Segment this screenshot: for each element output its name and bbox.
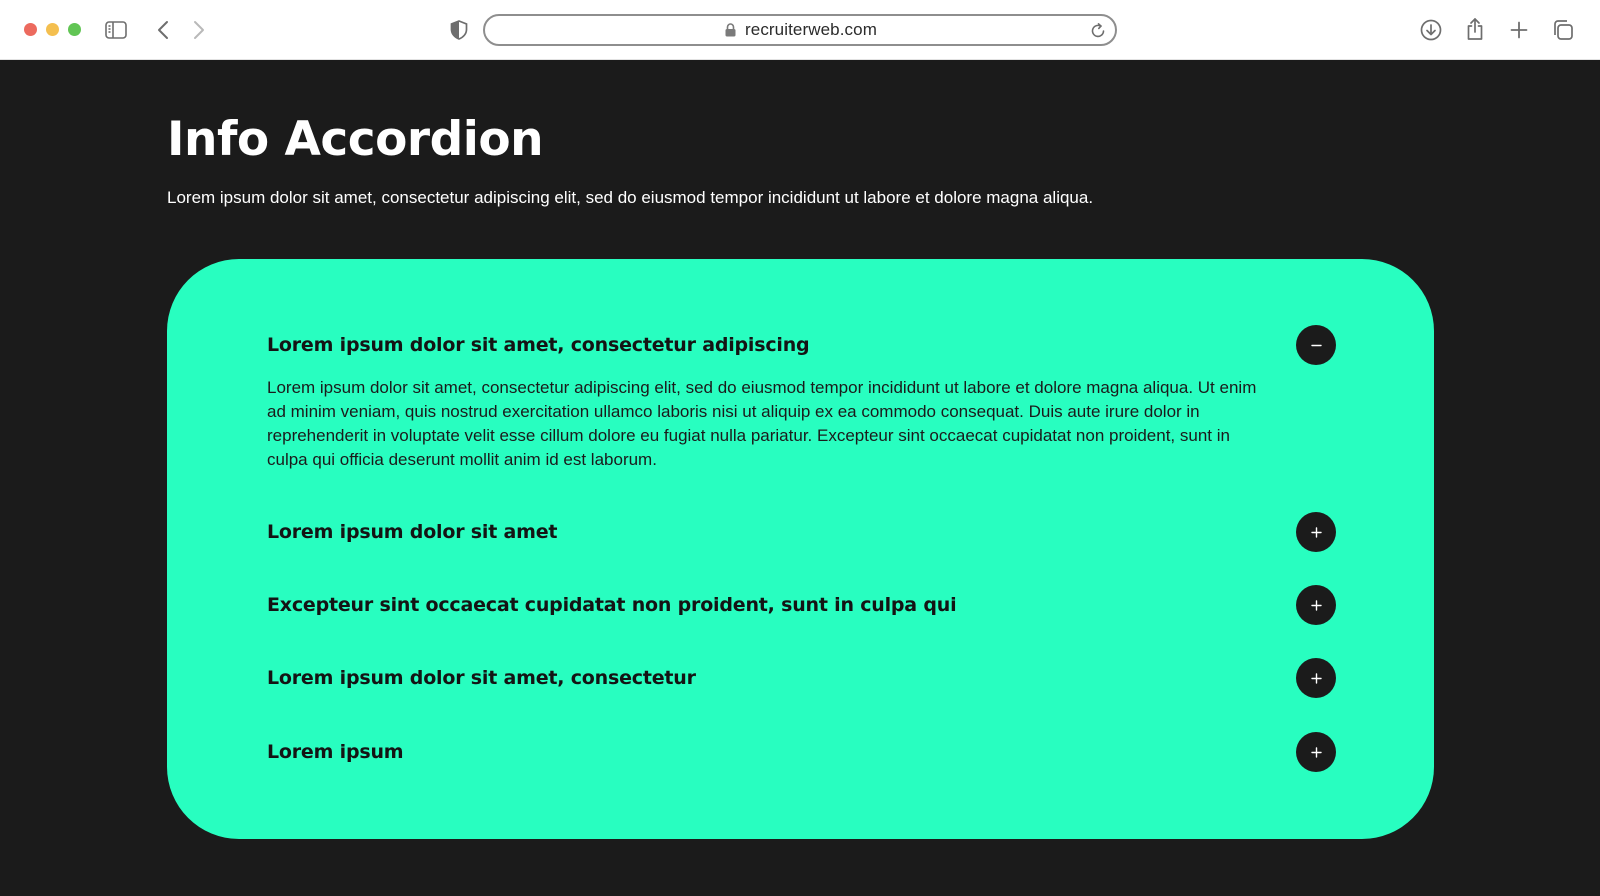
page-title: Info Accordion xyxy=(167,112,544,167)
accordion-item-3 xyxy=(267,585,1336,625)
plus-icon xyxy=(1311,747,1322,758)
accordion-header-5[interactable] xyxy=(267,732,1336,772)
accordion-item-2 xyxy=(267,512,1336,552)
plus-icon xyxy=(1311,673,1322,684)
address-bar[interactable] xyxy=(483,14,1117,46)
accordion-header-4[interactable] xyxy=(267,658,1336,698)
accordion-title-1: Lorem ipsum dolor sit amet, consectetur adipiscing xyxy=(267,334,810,356)
page-subtitle: Lorem ipsum dolor sit amet, consectetur adipiscing elit, sed do eiusmod tempor incididunt ut labore et dolore magna aliqua. xyxy=(167,188,1094,207)
share-icon[interactable] xyxy=(1463,16,1487,42)
accordion-header-2[interactable] xyxy=(267,512,1336,552)
minus-icon xyxy=(1311,340,1322,351)
expand-button[interactable] xyxy=(1296,732,1336,772)
download-icon[interactable] xyxy=(1419,18,1443,42)
forward-arrow-icon[interactable] xyxy=(188,18,210,42)
accordion-item-1 xyxy=(267,325,1336,472)
accordion-title-2: Lorem ipsum dolor sit amet xyxy=(267,521,558,543)
url-text: recruiterweb.com xyxy=(745,20,877,39)
expand-button[interactable] xyxy=(1296,658,1336,698)
accordion-item-4 xyxy=(267,658,1336,698)
expand-button[interactable] xyxy=(1296,585,1336,625)
accordion-title-3: Excepteur sint occaecat cupidatat non proident, sunt in culpa qui xyxy=(267,594,957,616)
accordion-header-1[interactable] xyxy=(267,325,1336,365)
browser-toolbar xyxy=(0,0,1600,60)
close-window-button[interactable] xyxy=(24,23,37,36)
back-arrow-icon[interactable] xyxy=(152,18,174,42)
accordion-header-3[interactable] xyxy=(267,585,1336,625)
plus-icon xyxy=(1311,527,1322,538)
collapse-button[interactable] xyxy=(1296,325,1336,365)
sidebar-toggle-icon[interactable] xyxy=(104,19,128,41)
privacy-shield-icon[interactable] xyxy=(448,18,470,42)
zoom-window-button[interactable] xyxy=(68,23,81,36)
minimize-window-button[interactable] xyxy=(46,23,59,36)
accordion-body-1: Lorem ipsum dolor sit amet, consectetur adipiscing elit, sed do eiusmod tempor incididunt ut labore et dolore magna aliqua. Ut enim ad minim veniam, quis nostrud exercitation ullamco laboris nisi ut aliquip ex ea commodo consequat. Duis aute irure dolor in reprehenderit in voluptate velit esse cillum dolore eu fugiat nulla pariatur. Excepteur sint occaecat cupidatat non proident, sunt in culpa qui officia deserunt mollit anim id est laborum. xyxy=(267,378,1257,469)
accordion-title-5: Lorem ipsum xyxy=(267,741,404,763)
reload-icon[interactable] xyxy=(1089,22,1107,40)
tab-overview-icon[interactable] xyxy=(1551,18,1575,42)
accordion-card xyxy=(167,259,1434,839)
new-tab-plus-icon[interactable] xyxy=(1507,18,1531,42)
plus-icon xyxy=(1311,600,1322,611)
accordion-item-5 xyxy=(267,732,1336,772)
lock-icon xyxy=(723,22,737,38)
expand-button[interactable] xyxy=(1296,512,1336,552)
accordion-title-4: Lorem ipsum dolor sit amet, consectetur xyxy=(267,667,696,689)
